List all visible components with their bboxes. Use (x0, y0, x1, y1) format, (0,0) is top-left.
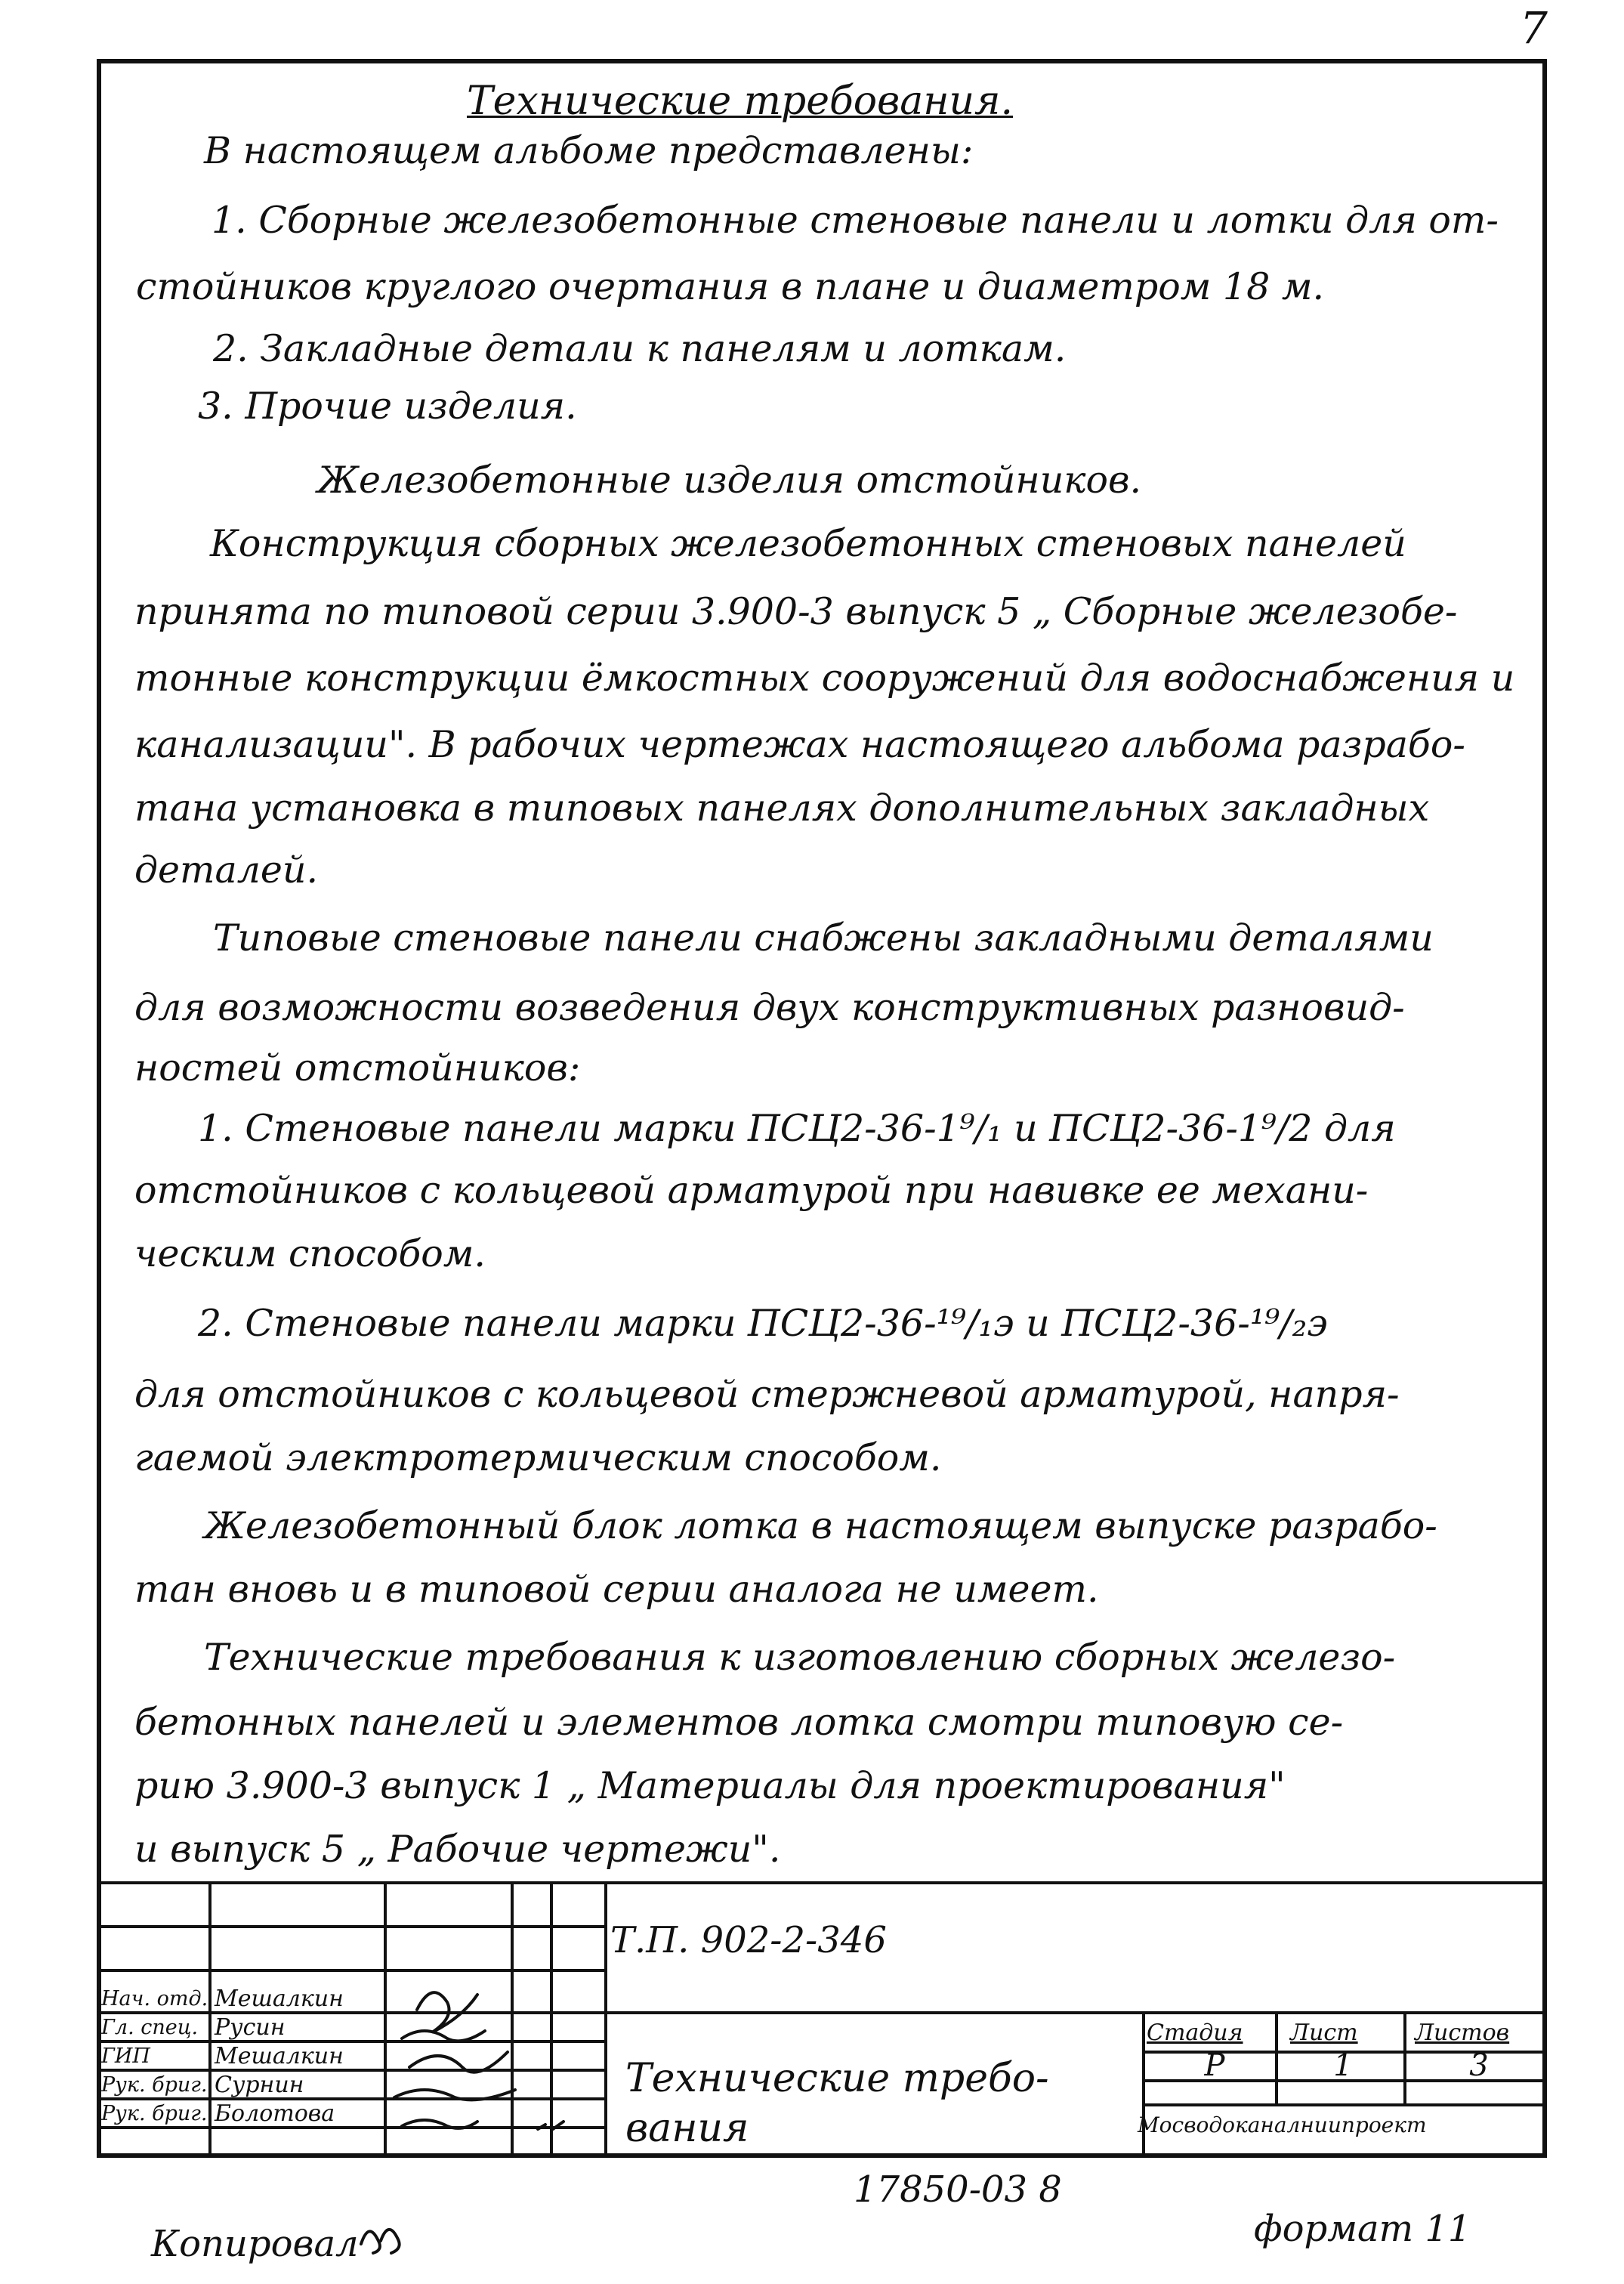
text-line: Железобетонный блок лотка в настоящем выпуске разрабо- (204, 1504, 1437, 1547)
page-format: формат 11 (1254, 2208, 1471, 2250)
sheets-value: 3 (1469, 2048, 1489, 2083)
text-line: отстойников с кольцевой арматурой при навивке ее механи- (134, 1169, 1369, 1212)
text-line: рию 3.900-3 выпуск 1 „ Материалы для проектирования" (134, 1764, 1286, 1807)
text-line: канализации". В рабочих чертежах настоящего альбома разрабо- (134, 723, 1465, 766)
text-line: 2. Закладные детали к панелям и лоткам. (213, 327, 1067, 370)
text-line: ностей отстойников: (134, 1046, 581, 1089)
role-label: Рук. бриг. (101, 2102, 208, 2125)
text-line: 1. Сборные железобетонные стеновые панели и лотки для от- (211, 199, 1499, 242)
inventory-number: 17850-03 8 (854, 2168, 1062, 2211)
sheet-header: Лист (1290, 2020, 1358, 2046)
copier-initials-signature (355, 2214, 408, 2259)
name-label: Русин (215, 2014, 286, 2041)
text-line: В настоящем альбоме представлены: (204, 129, 974, 172)
text-line: гаемой электротермическим способом. (134, 1436, 942, 1479)
text-line: 2. Стеновые панели марки ПСЦ2-36-¹⁹/₁э и ПСЦ2-36-¹⁹/₂э (198, 1302, 1328, 1345)
document-title: Технические требования. (467, 79, 1013, 124)
stage-value: Р (1204, 2048, 1225, 2083)
copied-by: Копировал (151, 2223, 359, 2265)
text-line: бетонных панелей и элементов лотка смотри типовую се- (134, 1701, 1344, 1744)
name-label: Мешалкин (215, 1986, 344, 2012)
text-line: тан вновь и в типовой серии аналога не имеет. (134, 1568, 1099, 1611)
text-line: принята по типовой серии 3.900-3 выпуск 5 „ Сборные железобе- (134, 590, 1458, 633)
name-label: Мешалкин (215, 2043, 344, 2069)
text-line: тонные конструкции ёмкостных сооружений для водоснабжения и (134, 657, 1515, 700)
role-label: ГИП (101, 2044, 150, 2068)
text-line: для отстойников с кольцевой стержневой арматурой, напря- (134, 1373, 1400, 1416)
sheet-title: Технические требо- (625, 2056, 1049, 2101)
role-label: Нач. отд. (101, 1987, 208, 2010)
sheet-title-cont: вания (625, 2106, 749, 2151)
text-line: Типовые стеновые панели снабжены закладными деталями (213, 916, 1434, 960)
page-number: 7 (1520, 2, 1548, 54)
organization-name: Мосводоканалниипроект (1138, 2112, 1427, 2137)
section-heading: Железобетонные изделия отстойников. (317, 459, 1142, 502)
text-line: 1. Стеновые панели марки ПСЦ2-36-1⁹/₁ и ПСЦ2-36-1⁹/2 для (198, 1107, 1396, 1150)
stage-header: Стадия (1147, 2020, 1243, 2046)
name-label: Сурнин (215, 2072, 304, 2098)
text-line: 3. Прочие изделия. (198, 385, 577, 428)
text-line: деталей. (134, 848, 319, 892)
signature-scribbles (387, 1964, 604, 2158)
sheets-header: Листов (1415, 2020, 1510, 2046)
text-line: тана установка в типовых панелях дополнительных закладных (134, 787, 1430, 830)
role-label: Гл. спец. (101, 2016, 199, 2039)
sheet-value: 1 (1333, 2048, 1353, 2083)
title-block (97, 1881, 1547, 2158)
role-label: Рук. бриг. (101, 2073, 208, 2097)
text-line: для возможности возведения двух конструктивных разновид- (134, 986, 1405, 1029)
document-code: Т.П. 902-2-346 (610, 1919, 887, 1961)
name-label: Болотова (215, 2100, 335, 2127)
text-line: Технические требования к изготовлению сборных железо- (204, 1636, 1396, 1679)
text-line: и выпуск 5 „ Рабочие чертежи". (134, 1828, 781, 1871)
text-line: Конструкция сборных железобетонных стеновых панелей (210, 522, 1406, 565)
text-line: ческим способом. (134, 1232, 486, 1275)
text-line: стойников круглого очертания в плане и диаметром 18 м. (136, 265, 1325, 308)
